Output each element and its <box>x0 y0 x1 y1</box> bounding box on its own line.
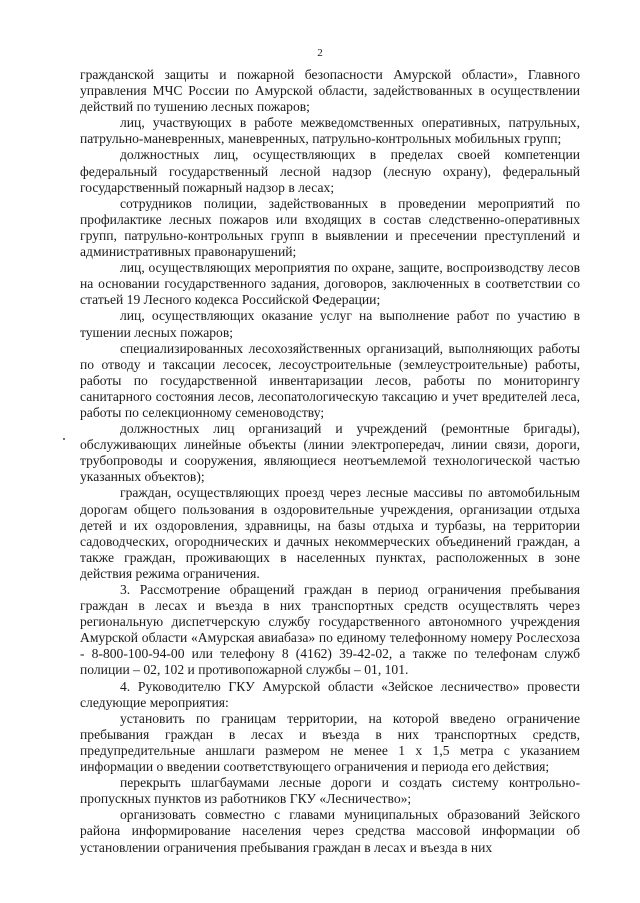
paragraph-10: 3. Рассмотрение обращений граждан в период ограничения пребывания граждан в лесах и въезда в них транспортных средств осуществлять через региональную диспетчерскую службу государственного автономного учреждения Амурской области «Амурская авиабаза» по единому телефонному номеру Рослесхоза - 8-800-100-94-00 или телефону 8 (4162) 39-42-02, а также по телефонам служб полиции – 02, 102 и противопожарной службы – 01, 101. <box>80 582 580 678</box>
paragraph-9: граждан, осуществляющих проезд через лесные массивы по автомобильным дорогам общего пользования в оздоровительные учреждения, организации отдыха детей и их оздоровления, здравницы, на базы отдыха и турбазы, на территории садоводческих, огороднических и дачных некоммерческих объединений граждан, а также граждан, проживающих в населенных пунктах, расположенных в зоне действия режима ограничения. <box>80 485 580 581</box>
scan-speck <box>63 438 65 440</box>
paragraph-6: лиц, осуществляющих оказание услуг на выполнение работ по участию в тушении лесных пожаров; <box>80 308 580 340</box>
page-number: 2 <box>317 47 323 59</box>
paragraph-7: специализированных лесохозяйственных организаций, выполняющих работы по отводу и таксации лесосек, лесоустроительные (землеустроительные) работы, работы по государственной инвентаризации лесов, работы по мониторингу санитарного состояния лесов, лесопатологическую таксацию и учет вредителей леса, работы по селекционному семеноводству; <box>80 340 580 420</box>
paragraph-1: гражданской защиты и пожарной безопасности Амурской области», Главного управления МЧС России по Амурской области, задействованных в осуществлении действий по тушению лесных пожаров; <box>80 67 580 115</box>
paragraph-8: должностных лиц организаций и учреждений (ремонтные бригады), обслуживающих линейные объекты (линии электропередач, линии связи, дороги, трубопроводы и сооружения, являющиеся неотъемлемой технологической частью указанных объектов); <box>80 421 580 485</box>
paragraph-2: лиц, участвующих в работе межведомственных оперативных, патрульных, патрульно-маневренных, маневренных, патрульно-контрольных мобильных групп; <box>80 115 580 147</box>
document-body <box>80 67 580 856</box>
paragraph-12: установить по границам территории, на которой введено ограничение пребывания граждан в лесах и въезда в них транспортных средств, предупредительные аншлаги размером не менее 1 х 1,5 метра с указанием информации о введении соответствующего ограничения и периода его действия; <box>80 710 580 775</box>
paragraph-3: должностных лиц, осуществляющих в пределах своей компетенции федеральный государственный лесной надзор (лесную охрану), федеральный государственный пожарный надзор в лесах; <box>80 147 580 195</box>
paragraph-11: 4. Руководителю ГКУ Амурской области «Зейское лесничество» провести следующие мероприятия: <box>80 678 580 710</box>
paragraph-4: сотрудников полиции, задействованных в проведении мероприятий по профилактике лесных пожаров или входящих в состав следственно-оперативных групп, патрульно-контрольных групп в выявлении и пресечении преступлений и административных правонарушений; <box>80 195 580 260</box>
paragraph-5: лиц, осуществляющих мероприятия по охране, защите, воспроизводству лесов на основании государственного задания, договоров, заключенных в соответствии со статьей 19 Лесного кодекса Российской Федерации; <box>80 260 580 308</box>
paragraph-14: организовать совместно с главами муниципальных образований Зейского района информирование населения через средства массовой информации об установлении ограничения пребывания граждан в лесах и въезда в них <box>80 807 580 855</box>
paragraph-13: перекрыть шлагбаумами лесные дороги и создать систему контрольно-пропускных пунктов из работников ГКУ «Лесничество»; <box>80 775 580 807</box>
